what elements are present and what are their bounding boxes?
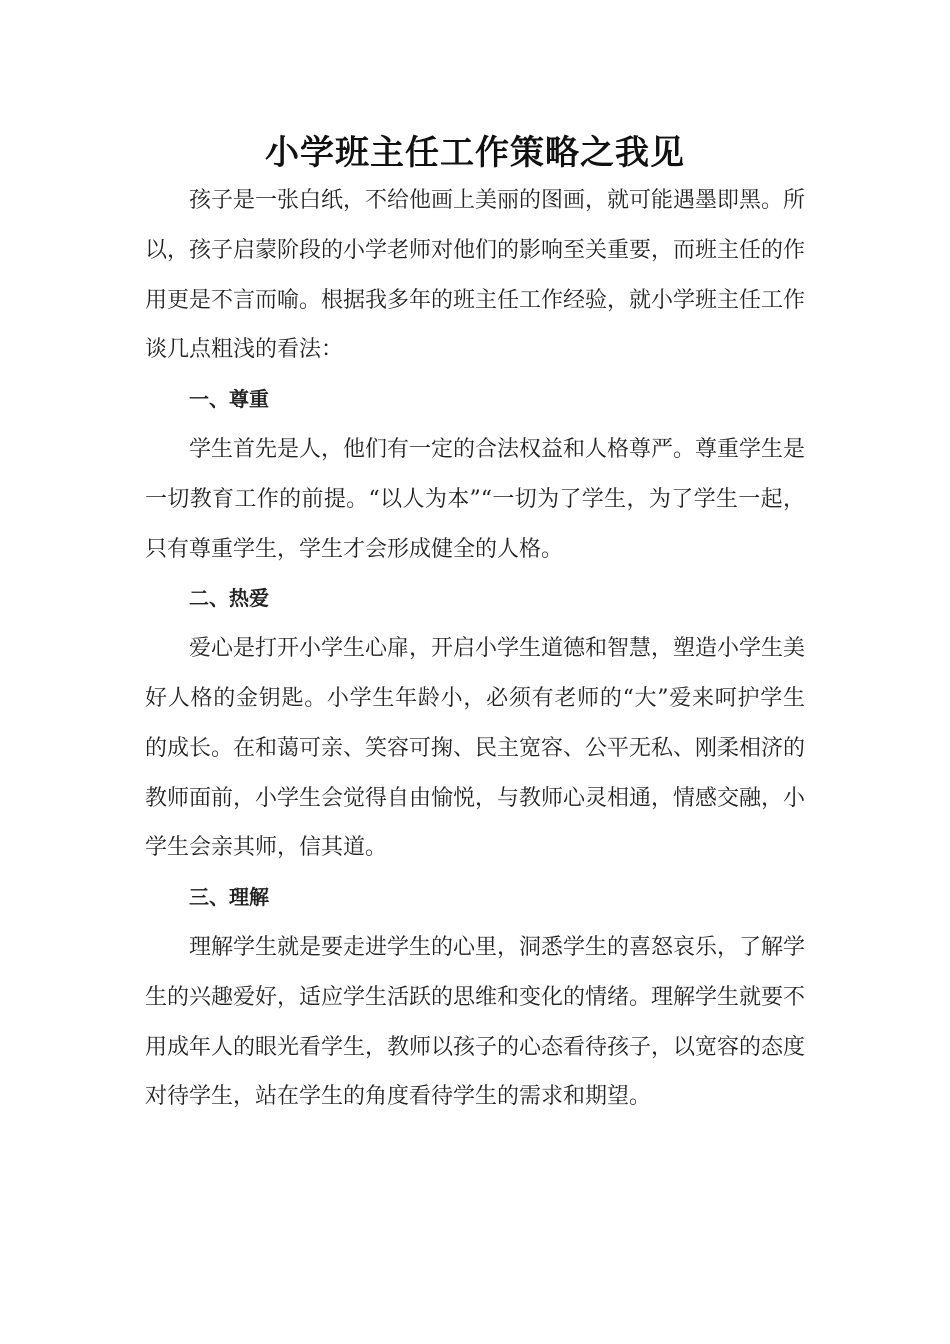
section-heading-love: 二、热爱 xyxy=(189,586,269,611)
document-body xyxy=(145,176,805,1122)
section-heading-understanding: 三、理解 xyxy=(189,885,269,910)
document-title: 小学班主任工作策略之我见 xyxy=(265,133,685,173)
section-paragraph-understanding: 理解学生就是要走进学生的心里，洞悉学生的喜怒哀乐，了解学生的兴趣爱好，适应学生活跃的思维和变化的情绪。理解学生就要不用成年人的眼光看学生，教师以孩子的心态看待孩子，以宽容的态度对待学生，站在学生的角度看待学生的需求和期望。 xyxy=(145,934,806,1110)
section-paragraph-respect: 学生首先是人，他们有一定的合法权益和人格尊严。尊重学生是一切教育工作的前提。“以人为本”“一切为了学生，为了学生一起，只有尊重学生，学生才会形成健全的人格。 xyxy=(145,436,806,562)
intro-paragraph: 孩子是一张白纸，不给他画上美丽的图画，就可能遇墨即黑。所以，孩子启蒙阶段的小学老师对他们的影响至关重要，而班主任的作用更是不言而喻。根据我多年的班主任工作经验，就小学班主任工作谈几点粗浅的看法： xyxy=(145,188,806,363)
section-heading-respect: 一、尊重 xyxy=(189,387,269,412)
section-paragraph-love: 爱心是打开小学生心扉，开启小学生道德和智慧，塑造小学生美好人格的金钥匙。小学生年龄小，必须有老师的“大”爱来呵护学生的成长。在和蔼可亲、笑容可掬、民主宽容、公平无私、刚柔相济的教师面前，小学生会觉得自由愉悦，与教师心灵相通，情感交融，小学生会亲其师，信其道。 xyxy=(145,636,806,861)
